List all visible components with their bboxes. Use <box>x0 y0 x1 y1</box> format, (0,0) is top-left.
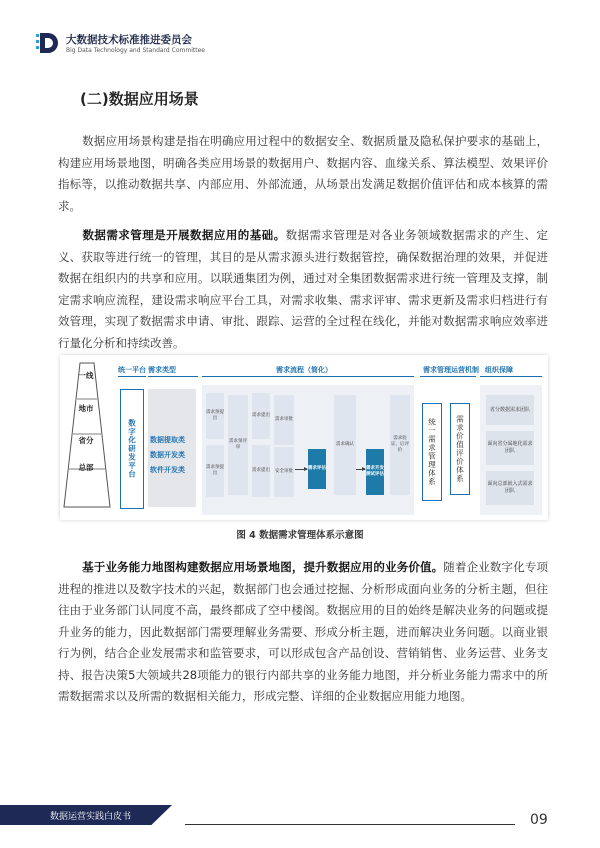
paragraph-scene-intro <box>58 131 548 217</box>
mechanism-box: 统一需求管理体系 <box>422 403 442 501</box>
flow-step: 安全审批 <box>274 447 294 497</box>
header-rule <box>118 376 146 377</box>
need-type-extract: 数据提取类 <box>150 436 185 444</box>
header-rule <box>420 376 476 377</box>
paragraph-demand-management <box>58 225 548 354</box>
footer-label: 数据运营实践白皮书 <box>50 812 132 822</box>
flow-step-highlight: 需求评估 <box>308 449 326 489</box>
flow-arrow <box>295 469 307 470</box>
org-name-en: Big Data Technology and Standard Committee <box>66 47 205 54</box>
level-province: 省分 <box>78 436 94 445</box>
flow-step: 需求预评审 <box>228 395 248 495</box>
header-org: 组织保障 <box>485 366 513 374</box>
paragraph-lead: 数据需求管理是开展数据应用的基础。 <box>82 228 286 242</box>
flow-step: 需求提出 <box>252 393 270 439</box>
paragraph-text: 数据需求管理是对各业务领域数据需求的产生、定义、获取等进行统一的管理，其目的是从需求源头进行数据管控，确保数据治理的效果，并促进数据在组织内的共享和应用。以联通集团为例，通过对全集团数据需求进行统一管理及支撑，制定需求响应流程，建设需求响应平台工具，对需求收集、需求评审、需求更新及需求归档进行有效管理，实现了数据需求申请、审批、跟踪、运营的全过程在线化，并能对数据需求响应效率进行量化分析和持续改善。 <box>58 228 548 350</box>
flow-step: 需求预提出 <box>206 445 224 497</box>
need-type-software: 软件开发类 <box>150 466 185 474</box>
flow-step: 需求提出 <box>252 445 270 497</box>
flow-step: 需求确认 <box>334 395 356 495</box>
org-box: 面向总部嵌入式需求团队 <box>486 471 534 505</box>
org-name: 大数据技术标准推进委员会 <box>66 34 192 46</box>
flow-arrow <box>356 469 365 470</box>
platform-box: 数字化研发平台 <box>120 389 144 509</box>
org-box: 省分数据需求团队 <box>486 395 534 425</box>
paragraph-capability-map <box>58 557 548 708</box>
header-need-type: 需求类型 <box>148 366 176 374</box>
need-type-panel <box>148 389 196 507</box>
logo-icon <box>36 30 62 56</box>
level-headquarters: 总部 <box>78 463 94 472</box>
need-type-dataops: 数据开发类 <box>150 451 185 459</box>
flow-step: 需求预提出 <box>206 393 224 439</box>
header-rule <box>480 376 542 377</box>
flow-step: 需求审批 <box>274 395 294 445</box>
header-flow: 需求流程（简化） <box>276 366 332 374</box>
header-rule <box>202 376 414 377</box>
section-title: (二)数据应用场景 <box>80 90 199 108</box>
demand-management-diagram <box>60 355 548 520</box>
figure-caption: 图 4 数据需求管理体系示意图 <box>236 530 364 541</box>
org-box: 面向省分属地化需求团队 <box>486 431 534 465</box>
paragraph-text: 随着企业数字化专项进程的推进以及数字技术的兴起，数据部门也会通过挖掘、分析形成面向业务的分析主题，但往往由于业务部门认同度不高，最终都成了空中楼阁。数据应用的目的始终是解决业务的问题或提升业务的能力，因此数据部门需要理解业务需要、形成分析主题，进而解决业务问题。以商业银行为例，结合企业发展需求和监管要求，可以形成包含产品创设、营销销售、业务运营、业务支持、报告决策5大领域共28项能力的银行内部共享的业务能力地图，并分析业务能力需求中的所需数据需求以及所需的数据相关能力，形成完整、详细的企业数据应用能力地图。 <box>58 560 548 703</box>
header-mechanism: 需求管理运营机制 <box>423 366 479 374</box>
pyramid-shape <box>62 359 112 509</box>
level-frontline: 一线 <box>78 371 94 380</box>
level-city: 地市 <box>78 404 94 413</box>
footer-rule <box>185 824 515 825</box>
paragraph-lead: 基于业务能力地图构建数据应用场景地图，提升数据应用的业务价值。 <box>82 560 444 574</box>
mechanism-box: 需求价值评价体系 <box>450 403 470 495</box>
flow-step: 需求验证、后评价 <box>390 395 410 495</box>
header-rule <box>148 376 198 377</box>
header-platform: 统一平台 <box>118 366 146 374</box>
paragraph-text: 数据应用场景构建是指在明确应用过程中的数据安全、数据质量及隐私保护要求的基础上，构建应用场景地图，明确各类应用场景的数据用户、数据内容、血缘关系、算法模型、效果评价指标等，以推动数据共享、内部应用、外部流通，从场景出发满足数据价值评估和成本核算的需求。 <box>58 134 548 213</box>
flow-step-highlight: 需求开发测试评估 <box>366 449 384 495</box>
page-number: 09 <box>530 812 548 828</box>
